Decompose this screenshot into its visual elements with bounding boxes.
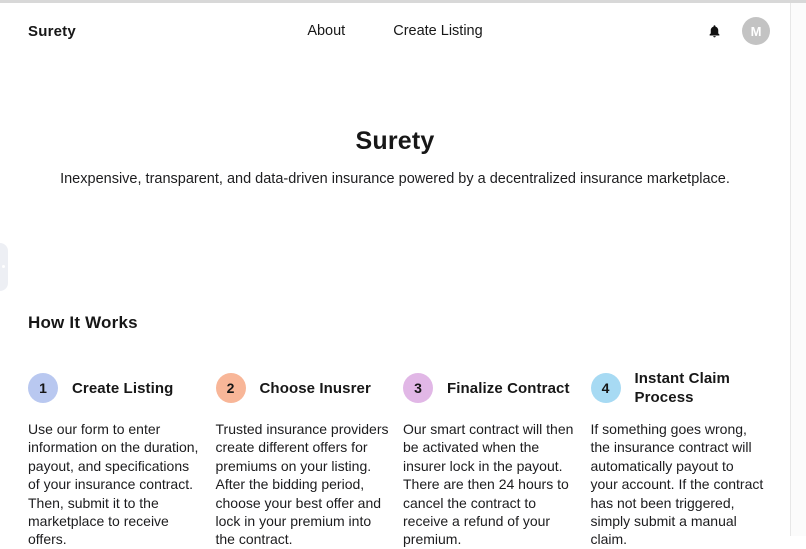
step-finalize-contract: [403, 369, 577, 549]
step-number-badge: 2: [216, 373, 246, 403]
header-right: [707, 17, 770, 45]
step-number-badge: 4: [591, 373, 621, 403]
logo[interactable]: Surety: [28, 22, 76, 40]
how-it-works-section: [0, 313, 790, 549]
step-description: Use our form to enter information on the duration, payout, and specifications of your insurance contract. Then, submit it to the marketplace to receive offers.: [28, 421, 199, 548]
step-title: Create Listing: [72, 379, 174, 397]
step-header: [216, 369, 390, 407]
step-header: [28, 369, 202, 407]
section-title: How It Works: [28, 313, 138, 332]
step-title: Finalize Contract: [447, 379, 570, 397]
page: [0, 3, 790, 549]
step-title: Instant Claim Process: [634, 370, 730, 406]
step-header: [591, 369, 765, 407]
nav-about[interactable]: About: [307, 23, 346, 39]
nav-create-listing[interactable]: Create Listing: [393, 23, 483, 39]
step-header: [403, 369, 577, 407]
step-description: Our smart contract will then be activated when the insurer lock in the payout. There are then 24 hours to cancel the contract to receive a refund of your premium.: [403, 421, 574, 548]
step-description: If something goes wrong, the insurance contract will automatically payout to your account. If the contract has not been triggered, simply submit a manual claim.: [590, 421, 764, 548]
step-create-listing: [28, 369, 202, 549]
steps-grid: [28, 369, 764, 549]
page-subtitle: Inexpensive, transparent, and data-driven insurance powered by a decentralized insurance marketplace.: [60, 171, 730, 187]
step-instant-claim: [591, 369, 765, 549]
step-description: Trusted insurance providers create different offers for premiums on your listing. After the bidding period, choose your best offer and lock in your premium into the contract.: [215, 421, 389, 548]
bell-icon[interactable]: [707, 24, 722, 39]
step-number-badge: 1: [28, 373, 58, 403]
scrollbar[interactable]: [790, 3, 806, 536]
step-title: Choose Inusrer: [259, 379, 371, 397]
header: [0, 3, 790, 59]
step-choose-insurer: [216, 369, 390, 549]
step-number-badge: 3: [403, 373, 433, 403]
hero: [0, 127, 790, 187]
page-title: Surety: [355, 127, 435, 155]
main-nav: [307, 23, 482, 39]
avatar[interactable]: M: [742, 17, 770, 45]
